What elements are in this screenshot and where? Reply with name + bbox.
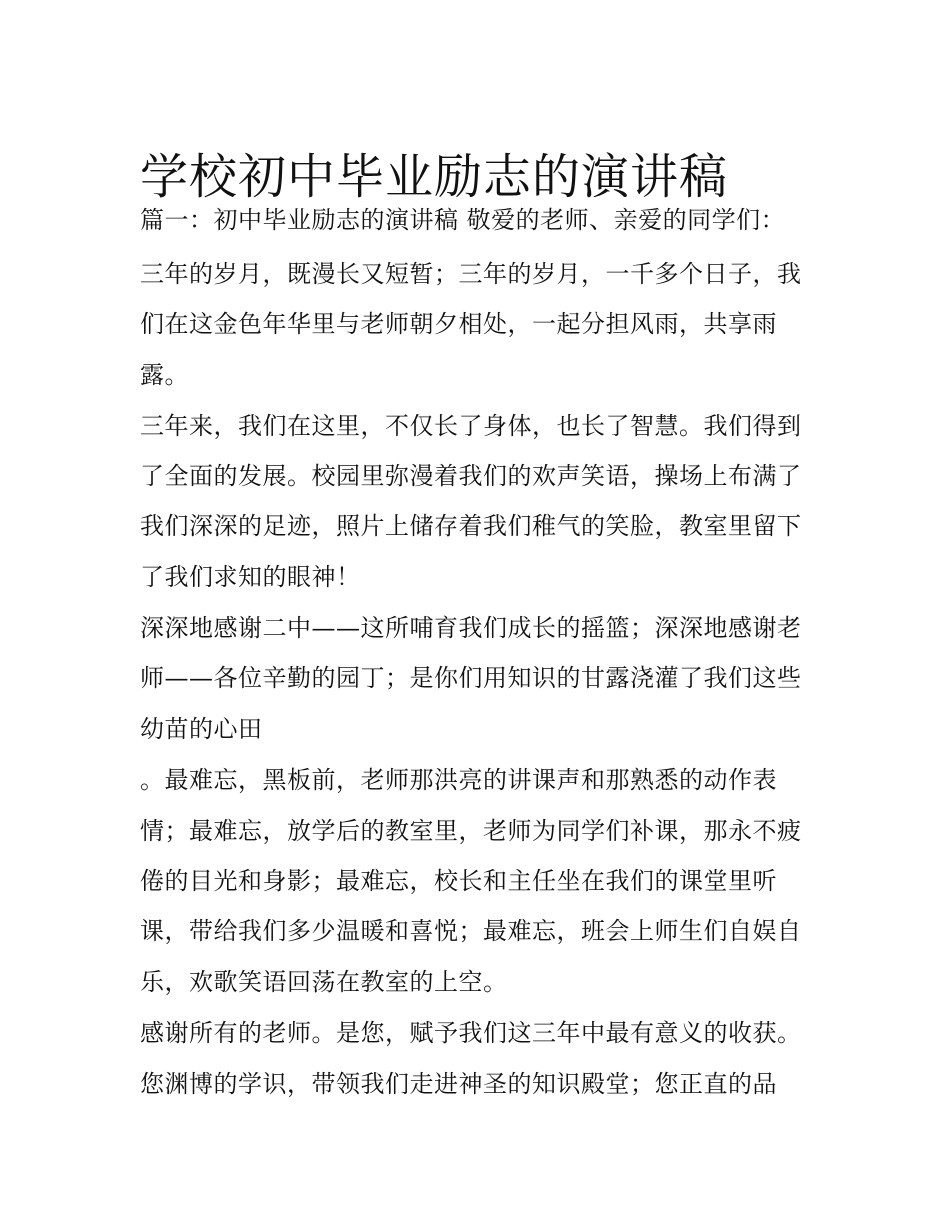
text-line: 倦的目光和身影；最难忘，校长和主任坐在我们的课堂里听	[140, 867, 777, 895]
text-line: 露。	[140, 361, 189, 389]
text-line: 感谢所有的老师。是您，赋予我们这三年中最有意义的收获。	[140, 1019, 802, 1047]
text-line: 。最难忘，黑板前，老师那洪亮的讲课声和那熟悉的动作表	[140, 766, 777, 794]
text-line: 您渊博的学识，带领我们走进神圣的知识殿堂；您正直的品	[140, 1070, 777, 1098]
text-line: 了我们求知的眼神！	[140, 563, 361, 591]
text-line: 幼苗的心田	[140, 715, 263, 743]
text-line: 三年来，我们在这里，不仅长了身体，也长了智慧。我们得到	[140, 412, 802, 440]
text-line: 师——各位辛勤的园丁；是你们用知识的甘露浇灌了我们这些	[140, 664, 802, 692]
document-title: 学校初中毕业励志的演讲稿	[140, 149, 729, 206]
text-line: 课，带给我们多少温暖和喜悦；最难忘，班会上师生们自娱自	[140, 917, 802, 945]
text-line: 篇一：初中毕业励志的演讲稿 敬爱的老师、亲爱的同学们：	[140, 206, 786, 234]
text-line: 乐，欢歌笑语回荡在教室的上空。	[140, 968, 508, 996]
text-line: 三年的岁月，既漫长又短暂；三年的岁月，一千多个日子，我	[140, 260, 802, 288]
text-line: 了全面的发展。校园里弥漫着我们的欢声笑语，操场上布满了	[140, 462, 802, 490]
text-line: 我们深深的足迹，照片上储存着我们稚气的笑脸，教室里留下	[140, 512, 802, 540]
text-line: 们在这金色年华里与老师朝夕相处，一起分担风雨，共享雨	[140, 310, 777, 338]
text-line: 情；最难忘，放学后的教室里，老师为同学们补课，那永不疲	[140, 817, 802, 845]
text-line: 深深地感谢二中——这所哺育我们成长的摇篮；深深地感谢老	[140, 614, 802, 642]
